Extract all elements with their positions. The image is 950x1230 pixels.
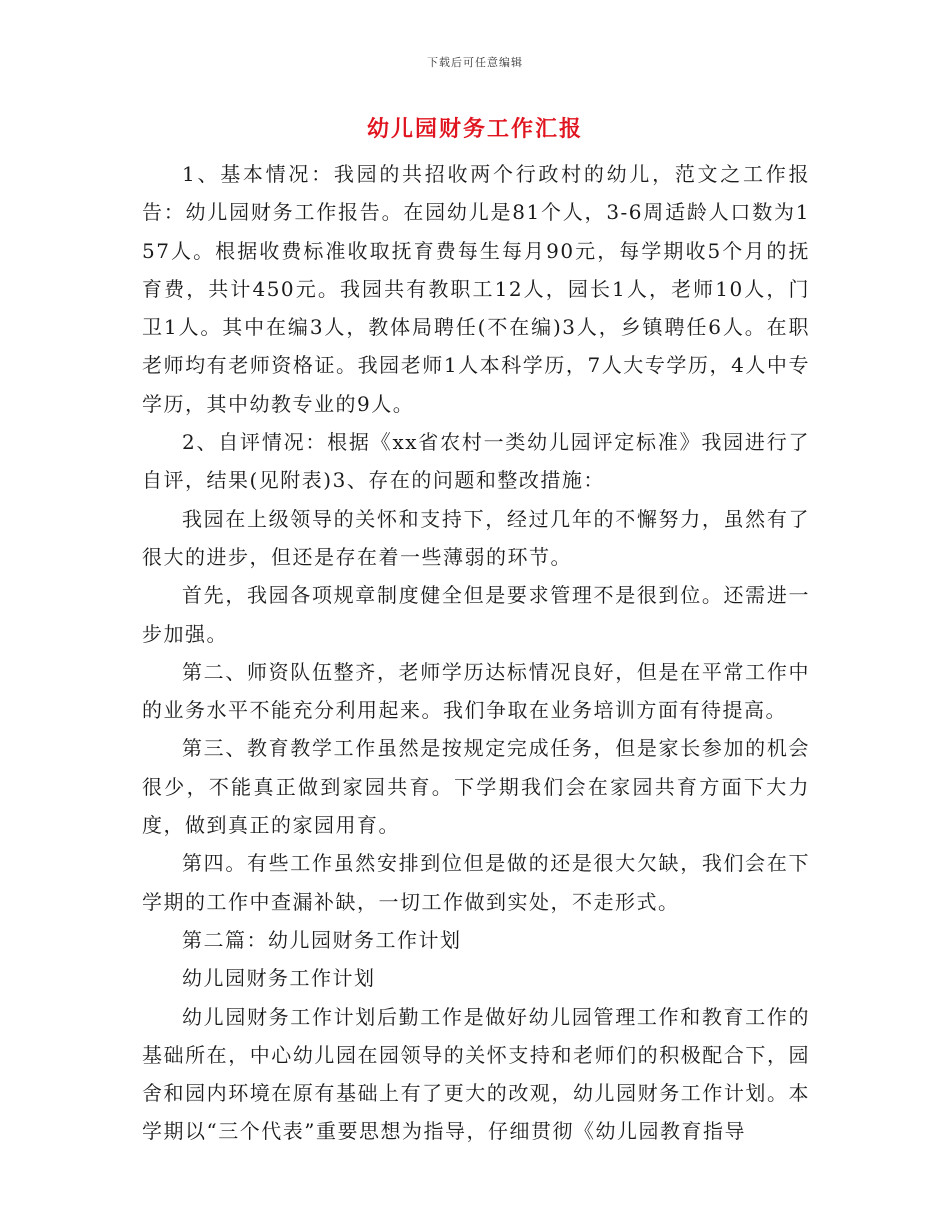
paragraph-self-evaluation: 2、自评情况：根据《xx省农村一类幼儿园评定标准》我园进行了自评，结果(见附表)3、存在的问题和整改措施： [142, 430, 810, 493]
header-note: 下载后可任意编辑 [427, 56, 523, 69]
paragraph-fourth: 第四。有些工作虽然安排到位但是做的还是很大欠缺，我们会在下学期的工作中查漏补缺，一切工作做到实处，不走形式。 [142, 851, 810, 914]
section-subheading-plan: 幼儿园财务工作计划 [182, 966, 376, 991]
document-body [142, 155, 810, 1151]
section-heading-part-two: 第二篇：幼儿园财务工作计划 [182, 927, 462, 952]
document-title: 幼儿园财务工作汇报 [366, 116, 583, 142]
paragraph-second: 第二、师资队伍整齐，老师学历达标情况良好，但是在平常工作中的业务水平不能充分利用起来。我们争取在业务培训方面有待提高。 [142, 659, 810, 723]
paragraph-plan-intro: 幼儿园财务工作计划后勤工作是做好幼儿园管理工作和教育工作的基础所在，中心幼儿园在园领导的关怀支持和老师们的积极配合下，园舍和园内环境在原有基础上有了更大的改观，幼儿园财务工作计划。本学期以“三个代表”重要思想为指导，仔细贯彻《幼儿园教育指导 [142, 1004, 810, 1144]
paragraph-first: 首先，我园各项规章制度健全但是要求管理不是很到位。还需进一步加强。 [142, 583, 810, 646]
paragraph-third: 第三、教育教学工作虽然是按规定完成任务，但是家长参加的机会很少，不能真正做到家园共育。下学期我们会在家园共育方面下大力度，做到真正的家园用育。 [142, 736, 810, 838]
paragraph-basic-situation: 1、基本情况：我园的共招收两个行政村的幼儿，范文之工作报告：幼儿园财务工作报告。在园幼儿是81个人，3-6周适龄人口数为157人。根据收费标准收取抚育费每生每月90元，每学期收5个月的抚育费，共计450元。我园共有教职工12人，园长1人，老师10人，门卫1人。其中在编3人，教体局聘任(不在编)3人，乡镇聘任6人。在职老师均有老师资格证。我园老师1人本科学历，7人大专学历，4人中专学历，其中幼教专业的9人。 [142, 162, 810, 416]
paragraph-progress: 我园在上级领导的关怀和支持下，经过几年的不懈努力，虽然有了很大的进步，但还是存在着一些薄弱的环节。 [142, 506, 810, 569]
